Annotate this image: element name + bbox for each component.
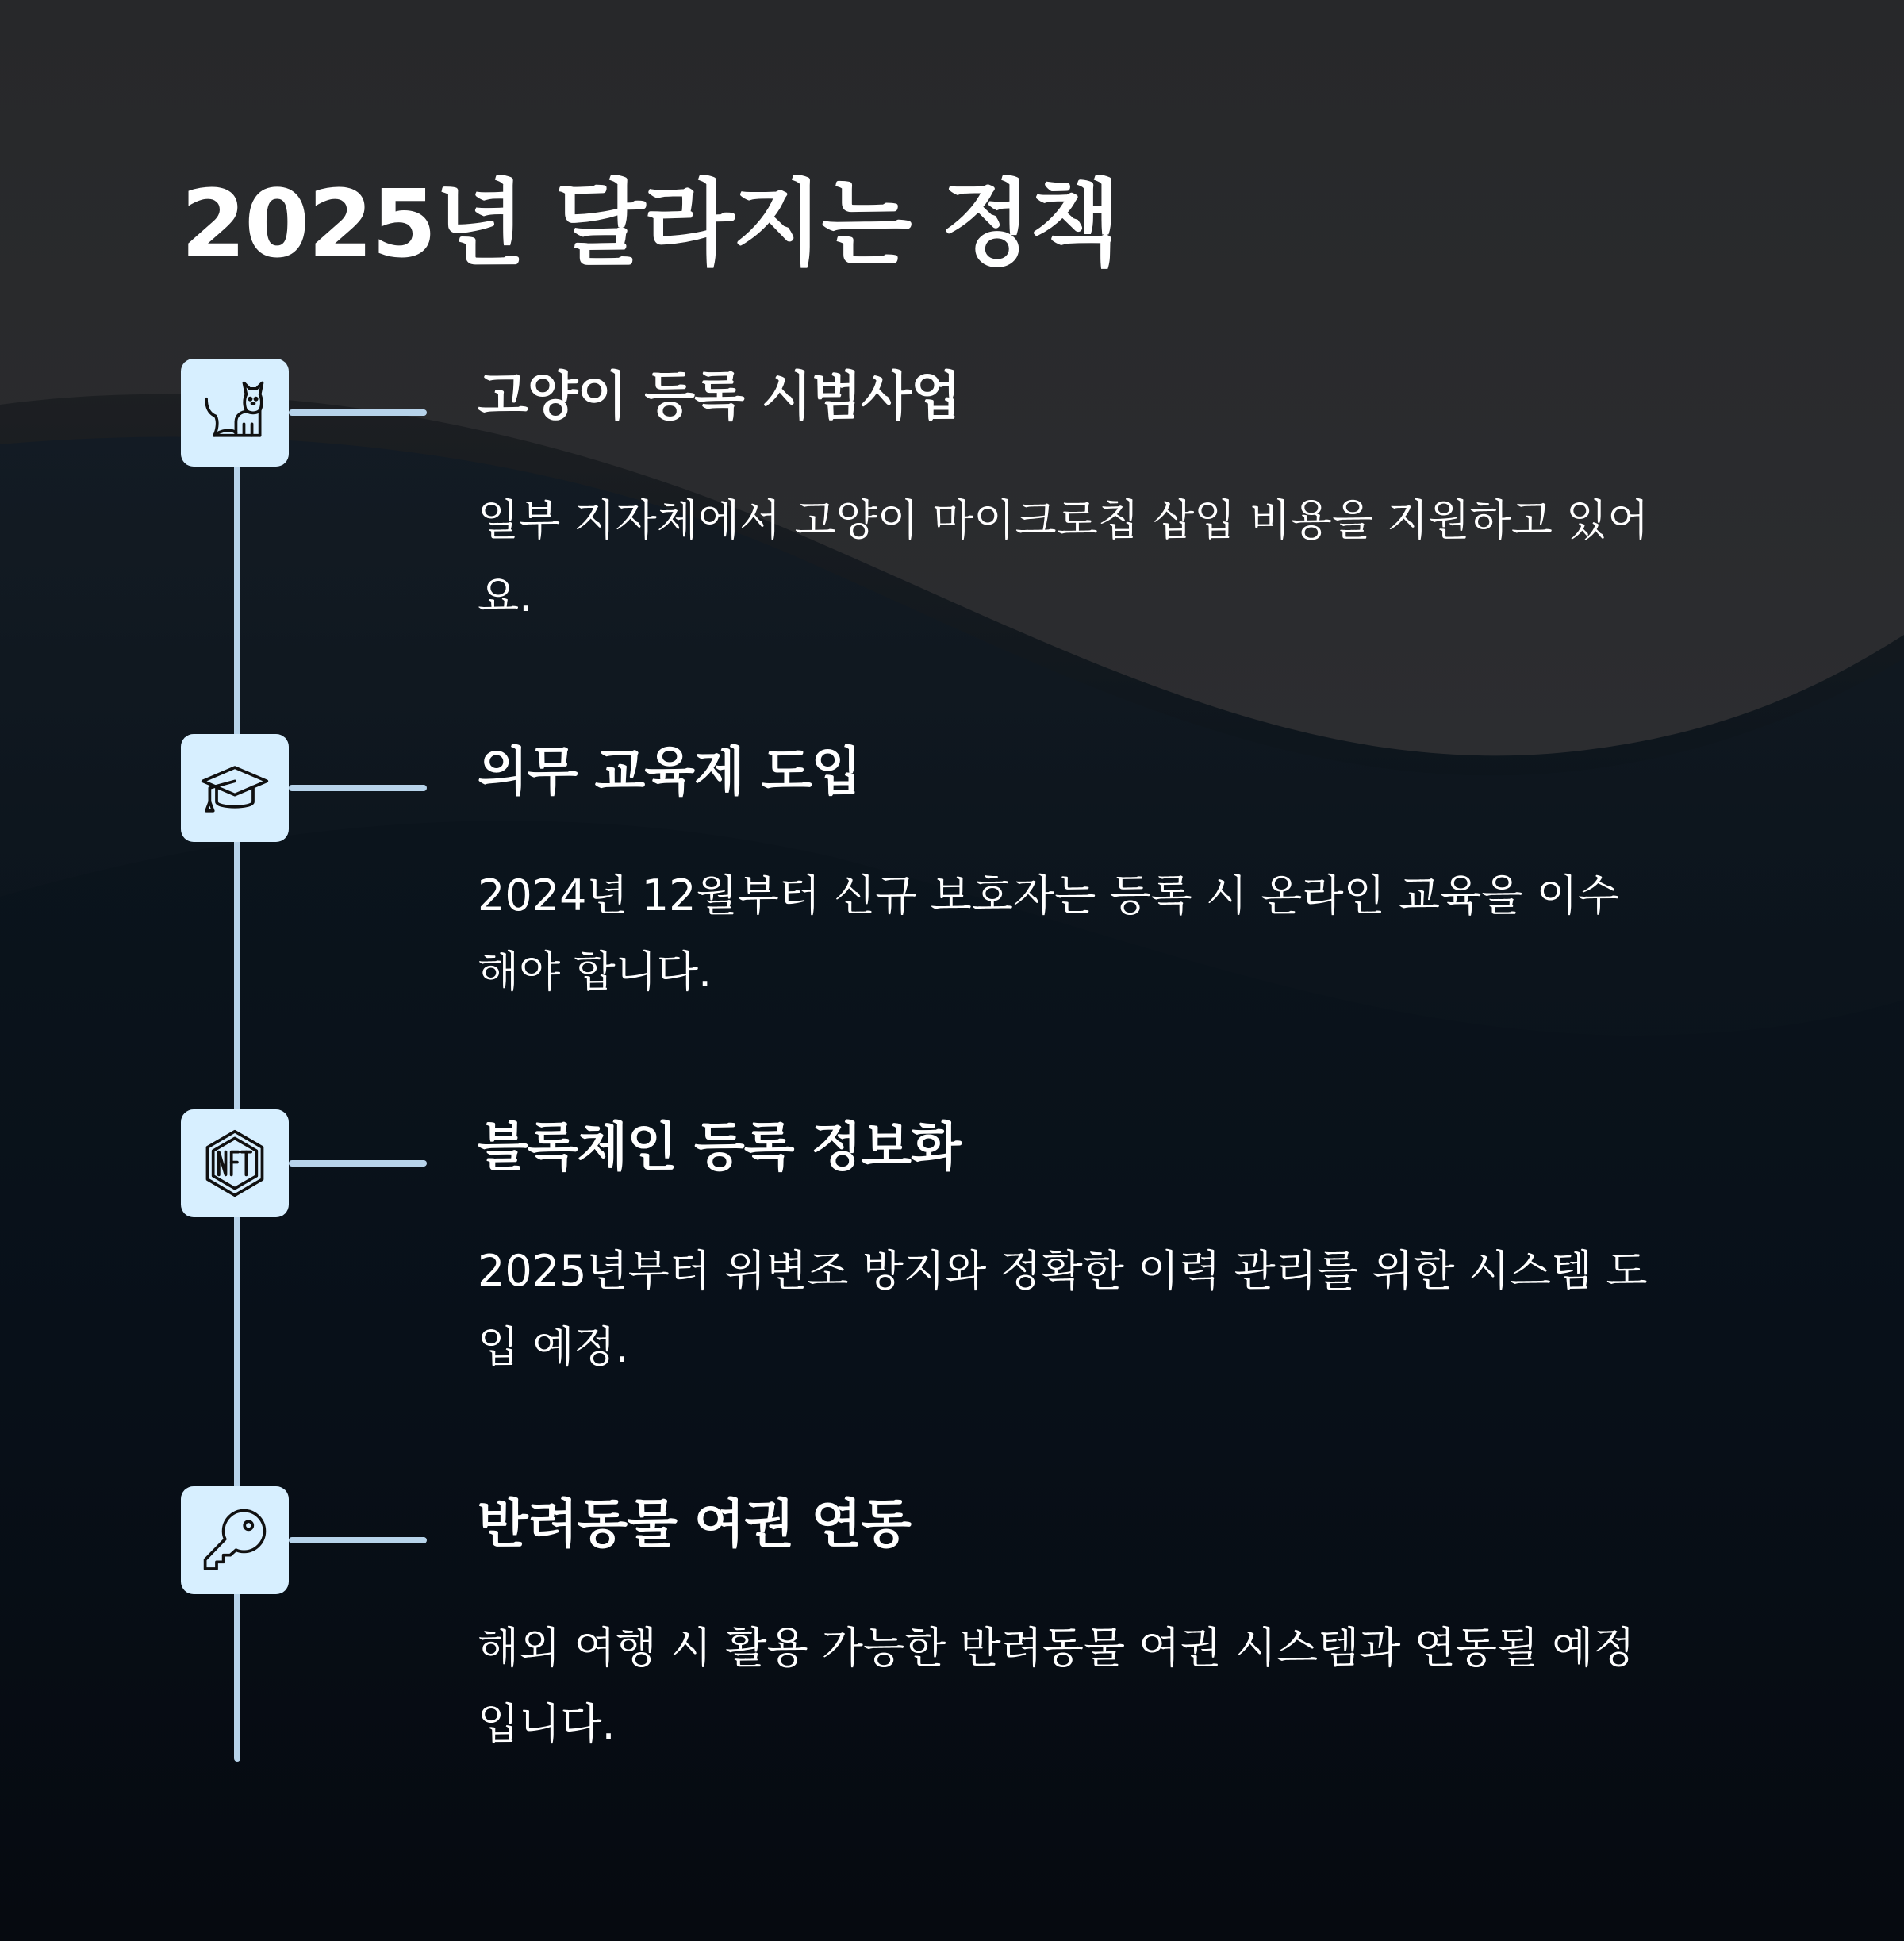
page-title: 2025년 달라지는 정책 xyxy=(181,169,1119,279)
connector-line xyxy=(289,1160,427,1167)
item-title: 블록체인 등록 정보화 xyxy=(478,1117,961,1178)
item-description-line: 해야 합니다. xyxy=(478,947,712,997)
timeline-item-pet-passport xyxy=(0,1486,1904,1804)
timeline-item-blockchain xyxy=(0,1109,1904,1427)
connector-line xyxy=(289,409,427,416)
cat-icon xyxy=(198,376,271,449)
item-description-line: 요. xyxy=(478,571,533,621)
timeline-item-mandatory-education xyxy=(0,734,1904,1051)
item-title: 의무 교육제 도입 xyxy=(478,741,862,802)
item-description-line: 입니다. xyxy=(478,1699,616,1749)
nft-icon xyxy=(198,1127,271,1200)
key-icon-box xyxy=(181,1486,289,1594)
key-icon xyxy=(198,1504,271,1577)
graduation-cap-icon xyxy=(198,751,271,824)
item-description-line: 일부 지자체에서 고양이 마이크로칩 삽입 비용을 지원하고 있어 xyxy=(478,495,1649,545)
item-description xyxy=(478,858,1747,1010)
item-description-line: 입 예정. xyxy=(478,1322,629,1372)
nft-icon-box xyxy=(181,1109,289,1217)
cat-icon-box xyxy=(181,359,289,467)
graduation-cap-icon-box xyxy=(181,734,289,842)
connector-line xyxy=(289,785,427,791)
item-title: 반려동물 여권 연동 xyxy=(478,1493,912,1555)
item-description xyxy=(478,1233,1747,1386)
item-description xyxy=(478,482,1747,635)
connector-line xyxy=(289,1537,427,1543)
item-description-line: 해외 여행 시 활용 가능한 반려동물 여권 시스템과 연동될 예정 xyxy=(478,1623,1635,1673)
item-title: 고양이 등록 시범사업 xyxy=(478,366,961,427)
item-description xyxy=(478,1610,1747,1762)
item-description-line: 2024년 12월부터 신규 보호자는 등록 시 온라인 교육을 이수 xyxy=(478,871,1619,921)
item-description-line: 2025년부터 위변조 방지와 정확한 이력 관리를 위한 시스템 도 xyxy=(478,1246,1648,1296)
timeline-item-cat-registration xyxy=(0,359,1904,676)
